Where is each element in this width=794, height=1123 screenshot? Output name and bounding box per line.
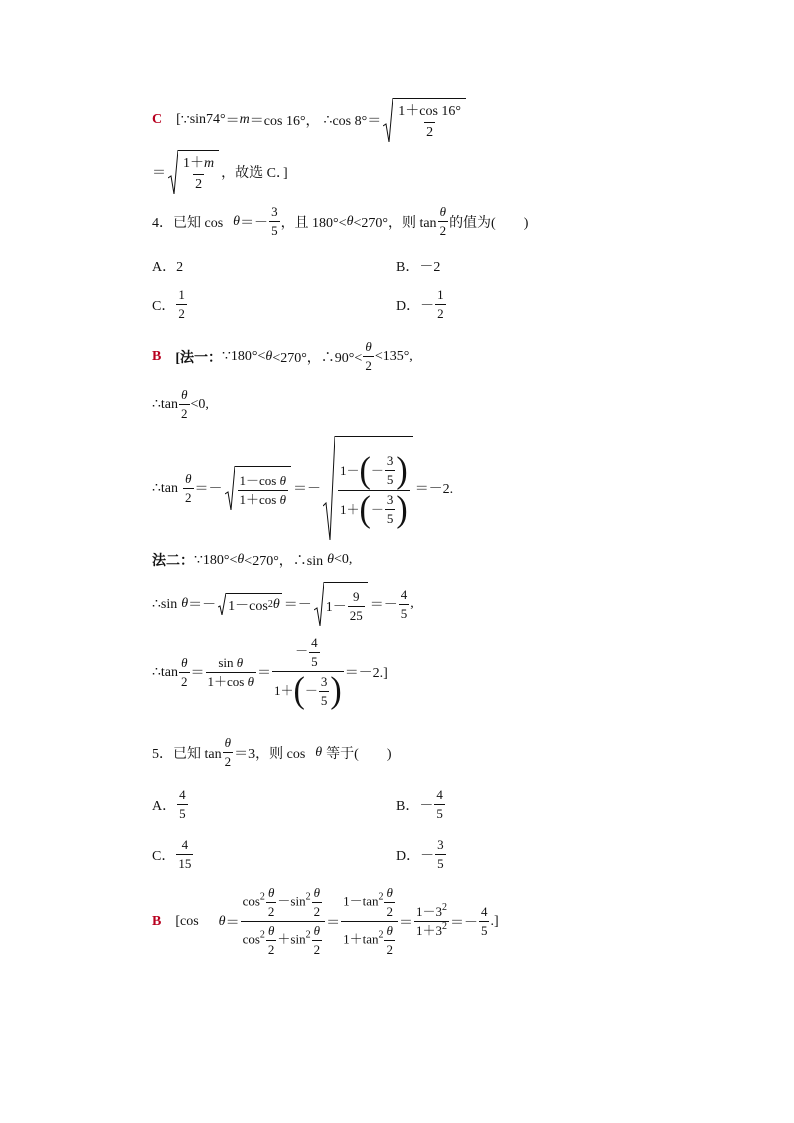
denominator: 2 bbox=[365, 358, 372, 373]
text: 1－cos bbox=[228, 599, 268, 614]
equals-minus: ＝－ bbox=[240, 215, 269, 231]
option-a[interactable] bbox=[152, 788, 189, 821]
q5-solution bbox=[152, 886, 754, 957]
fraction bbox=[183, 472, 194, 505]
theta: θ bbox=[236, 654, 244, 670]
numerator: θ bbox=[386, 923, 393, 938]
numerator: $1-\tan^2$ $\frac{\theta}{2}$ bbox=[343, 885, 393, 919]
denominator: 1＋ ( － $\frac{3}{5}$ ) bbox=[274, 670, 342, 711]
option-label: C． bbox=[152, 848, 176, 864]
numerator bbox=[293, 636, 323, 671]
theta: θ bbox=[272, 597, 280, 612]
because-symbol: ∵ bbox=[180, 112, 190, 128]
variable-m: m bbox=[204, 155, 215, 171]
numerator: θ bbox=[224, 735, 232, 750]
numerator: θ bbox=[267, 885, 275, 900]
denominator: 2 bbox=[386, 942, 393, 957]
text: cos bbox=[242, 931, 260, 947]
theta: θ bbox=[237, 552, 245, 567]
denominator: 2 bbox=[181, 673, 188, 689]
fraction bbox=[312, 886, 323, 919]
fraction bbox=[341, 886, 398, 957]
denominator: 2 bbox=[313, 904, 321, 919]
fraction bbox=[338, 449, 410, 530]
fraction bbox=[238, 474, 288, 507]
bracket-open: [ bbox=[176, 112, 181, 127]
fraction bbox=[177, 788, 188, 821]
minus: － bbox=[370, 501, 384, 517]
numerator: 3 bbox=[386, 453, 394, 468]
numerator bbox=[216, 656, 245, 672]
text: <270°，∴sin bbox=[244, 554, 324, 569]
sqrt-expression: 1－cos 2 θ bbox=[218, 593, 282, 615]
q3-answer-line-2 bbox=[152, 150, 754, 194]
variable-m: m bbox=[239, 112, 250, 127]
text: cos bbox=[242, 893, 260, 909]
denominator: 5 bbox=[320, 692, 328, 708]
denominator: 2 bbox=[185, 489, 192, 505]
stem-text: ，且 180°< bbox=[280, 215, 347, 231]
cos16-text: ＝cos 16°， bbox=[249, 114, 320, 129]
text: ∵180°< bbox=[222, 349, 266, 364]
denominator: 5 bbox=[311, 654, 318, 669]
numerator: θ bbox=[267, 923, 275, 938]
equals-minus: ＝－ bbox=[293, 482, 321, 497]
fraction bbox=[179, 388, 190, 421]
q4-solution-method-2-line-1 bbox=[152, 550, 754, 570]
fraction bbox=[272, 635, 344, 711]
denominator: 2 bbox=[193, 174, 204, 193]
denominator: 5 bbox=[179, 806, 186, 821]
text: 1＋ bbox=[274, 683, 294, 698]
denominator bbox=[206, 672, 256, 689]
numerator: θ bbox=[439, 204, 446, 219]
fraction bbox=[399, 588, 410, 621]
fraction bbox=[223, 736, 234, 769]
fraction bbox=[241, 886, 326, 957]
numerator: 4 bbox=[400, 586, 408, 602]
minus: － bbox=[295, 643, 309, 659]
numerator: $1-3^2$ bbox=[415, 902, 447, 919]
result: ＝－2. bbox=[414, 482, 454, 497]
numerator: 4 bbox=[436, 787, 443, 802]
numerator: θ bbox=[365, 339, 372, 354]
denominator: 5 bbox=[271, 223, 278, 238]
theta: θ bbox=[346, 213, 354, 229]
fraction bbox=[384, 924, 395, 957]
fraction bbox=[396, 104, 463, 141]
fraction bbox=[414, 902, 449, 938]
text: <0, bbox=[190, 396, 209, 412]
minus: － bbox=[304, 683, 318, 698]
fraction bbox=[385, 493, 396, 526]
stem-text: ＝3，则 cos bbox=[234, 746, 306, 762]
numerator: 3 bbox=[386, 492, 394, 507]
denominator: 2 bbox=[424, 122, 435, 141]
text: [cos bbox=[175, 913, 199, 929]
numerator: θ bbox=[313, 923, 321, 938]
text: ∴sin bbox=[152, 596, 178, 612]
numerator bbox=[181, 156, 216, 174]
numerator: 1＋cos 16° bbox=[398, 103, 461, 119]
sqrt-expression bbox=[383, 98, 466, 142]
denominator: $1+\tan^2$ $\frac{\theta}{2}$ bbox=[341, 921, 398, 957]
option-d[interactable] bbox=[396, 838, 447, 871]
denominator: 2 bbox=[178, 306, 185, 321]
denominator: 2 bbox=[267, 904, 275, 919]
denominator: 2 bbox=[313, 942, 321, 957]
numerator: 1 bbox=[437, 287, 444, 302]
q3-answer-line-1 bbox=[152, 98, 754, 142]
denominator: 2 bbox=[437, 306, 444, 321]
numerator: $\cos^2$ $\frac{\theta}{2}$ $-\sin^2$ $\frac{\theta}{2}$ bbox=[242, 885, 321, 919]
denominator: 5 bbox=[386, 472, 394, 487]
text: ＋sin bbox=[277, 931, 306, 947]
text: , bbox=[410, 596, 414, 611]
fraction bbox=[266, 886, 277, 919]
fraction bbox=[176, 288, 187, 321]
denominator: 5 bbox=[437, 856, 444, 871]
fraction bbox=[363, 340, 374, 373]
numerator: θ bbox=[185, 470, 192, 486]
fraction bbox=[181, 156, 216, 193]
option-c[interactable] bbox=[152, 838, 194, 871]
equals-minus: ＝－ bbox=[188, 598, 217, 613]
fraction bbox=[266, 924, 277, 957]
equals: ＝ bbox=[225, 114, 240, 129]
denominator: 2 bbox=[439, 223, 447, 238]
option-label: B．－ bbox=[396, 798, 434, 814]
option-c[interactable] bbox=[152, 288, 188, 321]
text: 1－3 bbox=[415, 904, 442, 919]
denominator bbox=[238, 490, 288, 507]
numerator: 9 bbox=[352, 588, 360, 604]
sqrt-expression bbox=[225, 466, 291, 510]
fraction bbox=[309, 636, 320, 669]
numerator: 4 bbox=[179, 787, 186, 802]
fraction bbox=[319, 675, 330, 708]
q4-solution-line-2 bbox=[152, 388, 754, 421]
method-2-label: 法二： bbox=[152, 554, 194, 569]
theta: θ bbox=[247, 673, 254, 689]
theta: θ bbox=[233, 213, 241, 229]
equals: ＝ bbox=[152, 166, 166, 181]
fraction bbox=[435, 288, 446, 321]
stem-text: 4．已知 cos bbox=[152, 215, 224, 231]
answer-letter: B bbox=[152, 913, 162, 929]
text: <135°, bbox=[374, 348, 413, 364]
text: ∵180°< bbox=[194, 552, 238, 568]
option-a[interactable] bbox=[152, 256, 183, 276]
denominator: 2 bbox=[386, 904, 393, 919]
therefore-symbol: ∴ bbox=[323, 112, 333, 128]
sin74-text: sin74° bbox=[189, 112, 226, 127]
denominator: $\cos^2$ $\frac{\theta}{2}$ $+\sin^2$ $\frac{\theta}{2}$ bbox=[241, 921, 326, 957]
option-label: C． bbox=[152, 298, 176, 314]
text: 1＋ bbox=[340, 501, 360, 517]
equals: ＝ bbox=[326, 915, 341, 931]
equals: ＝ bbox=[398, 915, 413, 931]
numerator: 4 bbox=[311, 635, 318, 650]
cos8-text: cos 8°＝ bbox=[332, 114, 382, 129]
option-d[interactable] bbox=[396, 288, 447, 321]
fraction bbox=[269, 205, 280, 238]
text: 1＋3 bbox=[415, 923, 442, 938]
fraction bbox=[385, 454, 396, 487]
equals: ＝ bbox=[257, 666, 271, 681]
numerator: θ bbox=[313, 885, 321, 900]
text: ∴tan bbox=[152, 664, 179, 680]
answer-letter: B bbox=[152, 348, 162, 364]
option-b[interactable] bbox=[396, 788, 446, 821]
text: ∴tan bbox=[152, 480, 179, 496]
text: <270°，∴90°< bbox=[272, 350, 363, 366]
stem-text: 的值为( ) bbox=[449, 215, 529, 231]
method-1-label: [法一： bbox=[175, 350, 223, 366]
fraction bbox=[179, 656, 190, 689]
q4-solution-line-3 bbox=[152, 436, 754, 540]
equals-minus: ＝－ bbox=[283, 598, 312, 613]
text: 1－ bbox=[325, 600, 347, 615]
choose-c-text: ，故选 C．] bbox=[221, 166, 288, 181]
denominator: 5 bbox=[400, 605, 408, 621]
numerator: 3 bbox=[271, 204, 278, 219]
result: ＝－2.] bbox=[344, 666, 388, 681]
numerator: 1－ ( － $\frac{3}{5}$ ) bbox=[340, 449, 408, 491]
text: 1＋cos bbox=[207, 673, 245, 689]
equals-minus: ＝－ bbox=[449, 915, 478, 931]
q4-solution-method-2-line-3 bbox=[152, 635, 754, 711]
equals: ＝ bbox=[190, 666, 205, 681]
sqrt-expression bbox=[314, 582, 368, 626]
text: －sin bbox=[277, 893, 306, 909]
denominator: 5 bbox=[436, 806, 443, 821]
answer-letter: C bbox=[152, 112, 163, 127]
denominator: 5 bbox=[480, 923, 488, 938]
denominator: 2 bbox=[224, 754, 232, 769]
fraction bbox=[479, 905, 490, 938]
fraction bbox=[435, 838, 446, 871]
option-b[interactable] bbox=[396, 256, 440, 276]
numerator: 3 bbox=[320, 673, 328, 689]
q4-solution-method-2-line-2 bbox=[152, 582, 754, 626]
option-label: D．－ bbox=[396, 848, 435, 864]
text: ∴tan bbox=[152, 397, 179, 412]
numerator-text: 1＋ bbox=[183, 155, 204, 171]
question-4-stem bbox=[152, 205, 754, 238]
stem-text: <270°，则 tan bbox=[353, 215, 437, 231]
numerator: θ bbox=[386, 885, 393, 900]
denominator: 1＋ ( － $\frac{3}{5}$ ) bbox=[340, 488, 408, 530]
numerator: 1 bbox=[178, 287, 185, 302]
sqrt-expression bbox=[168, 150, 219, 194]
stem-text: 等于( ) bbox=[326, 746, 392, 762]
numerator bbox=[238, 474, 288, 490]
equals-minus: ＝－ bbox=[194, 482, 223, 497]
theta: θ bbox=[218, 913, 226, 929]
fraction bbox=[176, 838, 193, 871]
denominator: 25 bbox=[349, 607, 363, 623]
numerator: 3 bbox=[437, 837, 444, 852]
option-label: A． bbox=[152, 798, 177, 814]
minus: － bbox=[370, 462, 384, 478]
fraction bbox=[312, 924, 323, 957]
denominator: 2 bbox=[267, 942, 275, 957]
text: 1＋cos bbox=[239, 491, 277, 507]
text: .] bbox=[490, 913, 499, 929]
numerator: θ bbox=[181, 654, 188, 670]
option-label: D．－ bbox=[396, 298, 435, 314]
text: 1－tan bbox=[343, 893, 379, 909]
denominator: 15 bbox=[178, 856, 192, 871]
option-label: B．－2 bbox=[396, 260, 441, 275]
fraction bbox=[438, 205, 449, 238]
theta: θ bbox=[181, 596, 189, 611]
option-label: A．2 bbox=[152, 260, 184, 275]
theta: θ bbox=[279, 472, 286, 488]
q4-solution-line-1 bbox=[152, 340, 754, 373]
text: sin bbox=[218, 654, 234, 670]
numerator: 4 bbox=[181, 837, 189, 852]
theta: θ bbox=[315, 744, 323, 760]
fraction bbox=[348, 590, 365, 623]
numerator: 4 bbox=[480, 904, 488, 919]
equals: ＝ bbox=[225, 915, 240, 931]
theta: θ bbox=[327, 552, 335, 567]
theta: θ bbox=[265, 348, 273, 364]
fraction bbox=[206, 656, 256, 689]
text: 1＋tan bbox=[343, 931, 379, 947]
text: 1－ bbox=[340, 462, 360, 478]
text: <0, bbox=[334, 552, 353, 567]
denominator: 5 bbox=[386, 511, 394, 526]
question-5-stem bbox=[152, 736, 754, 769]
numerator: θ bbox=[181, 387, 188, 402]
sqrt-expression bbox=[323, 436, 413, 540]
theta: θ bbox=[279, 491, 286, 507]
text: 1－cos bbox=[239, 472, 277, 488]
equals-minus: ＝－ bbox=[369, 598, 398, 613]
fraction bbox=[434, 788, 445, 821]
fraction bbox=[384, 886, 395, 919]
denominator: $1+3^2$ bbox=[415, 921, 447, 938]
stem-text: 5．已知 tan bbox=[152, 746, 222, 762]
denominator: 2 bbox=[181, 406, 188, 421]
